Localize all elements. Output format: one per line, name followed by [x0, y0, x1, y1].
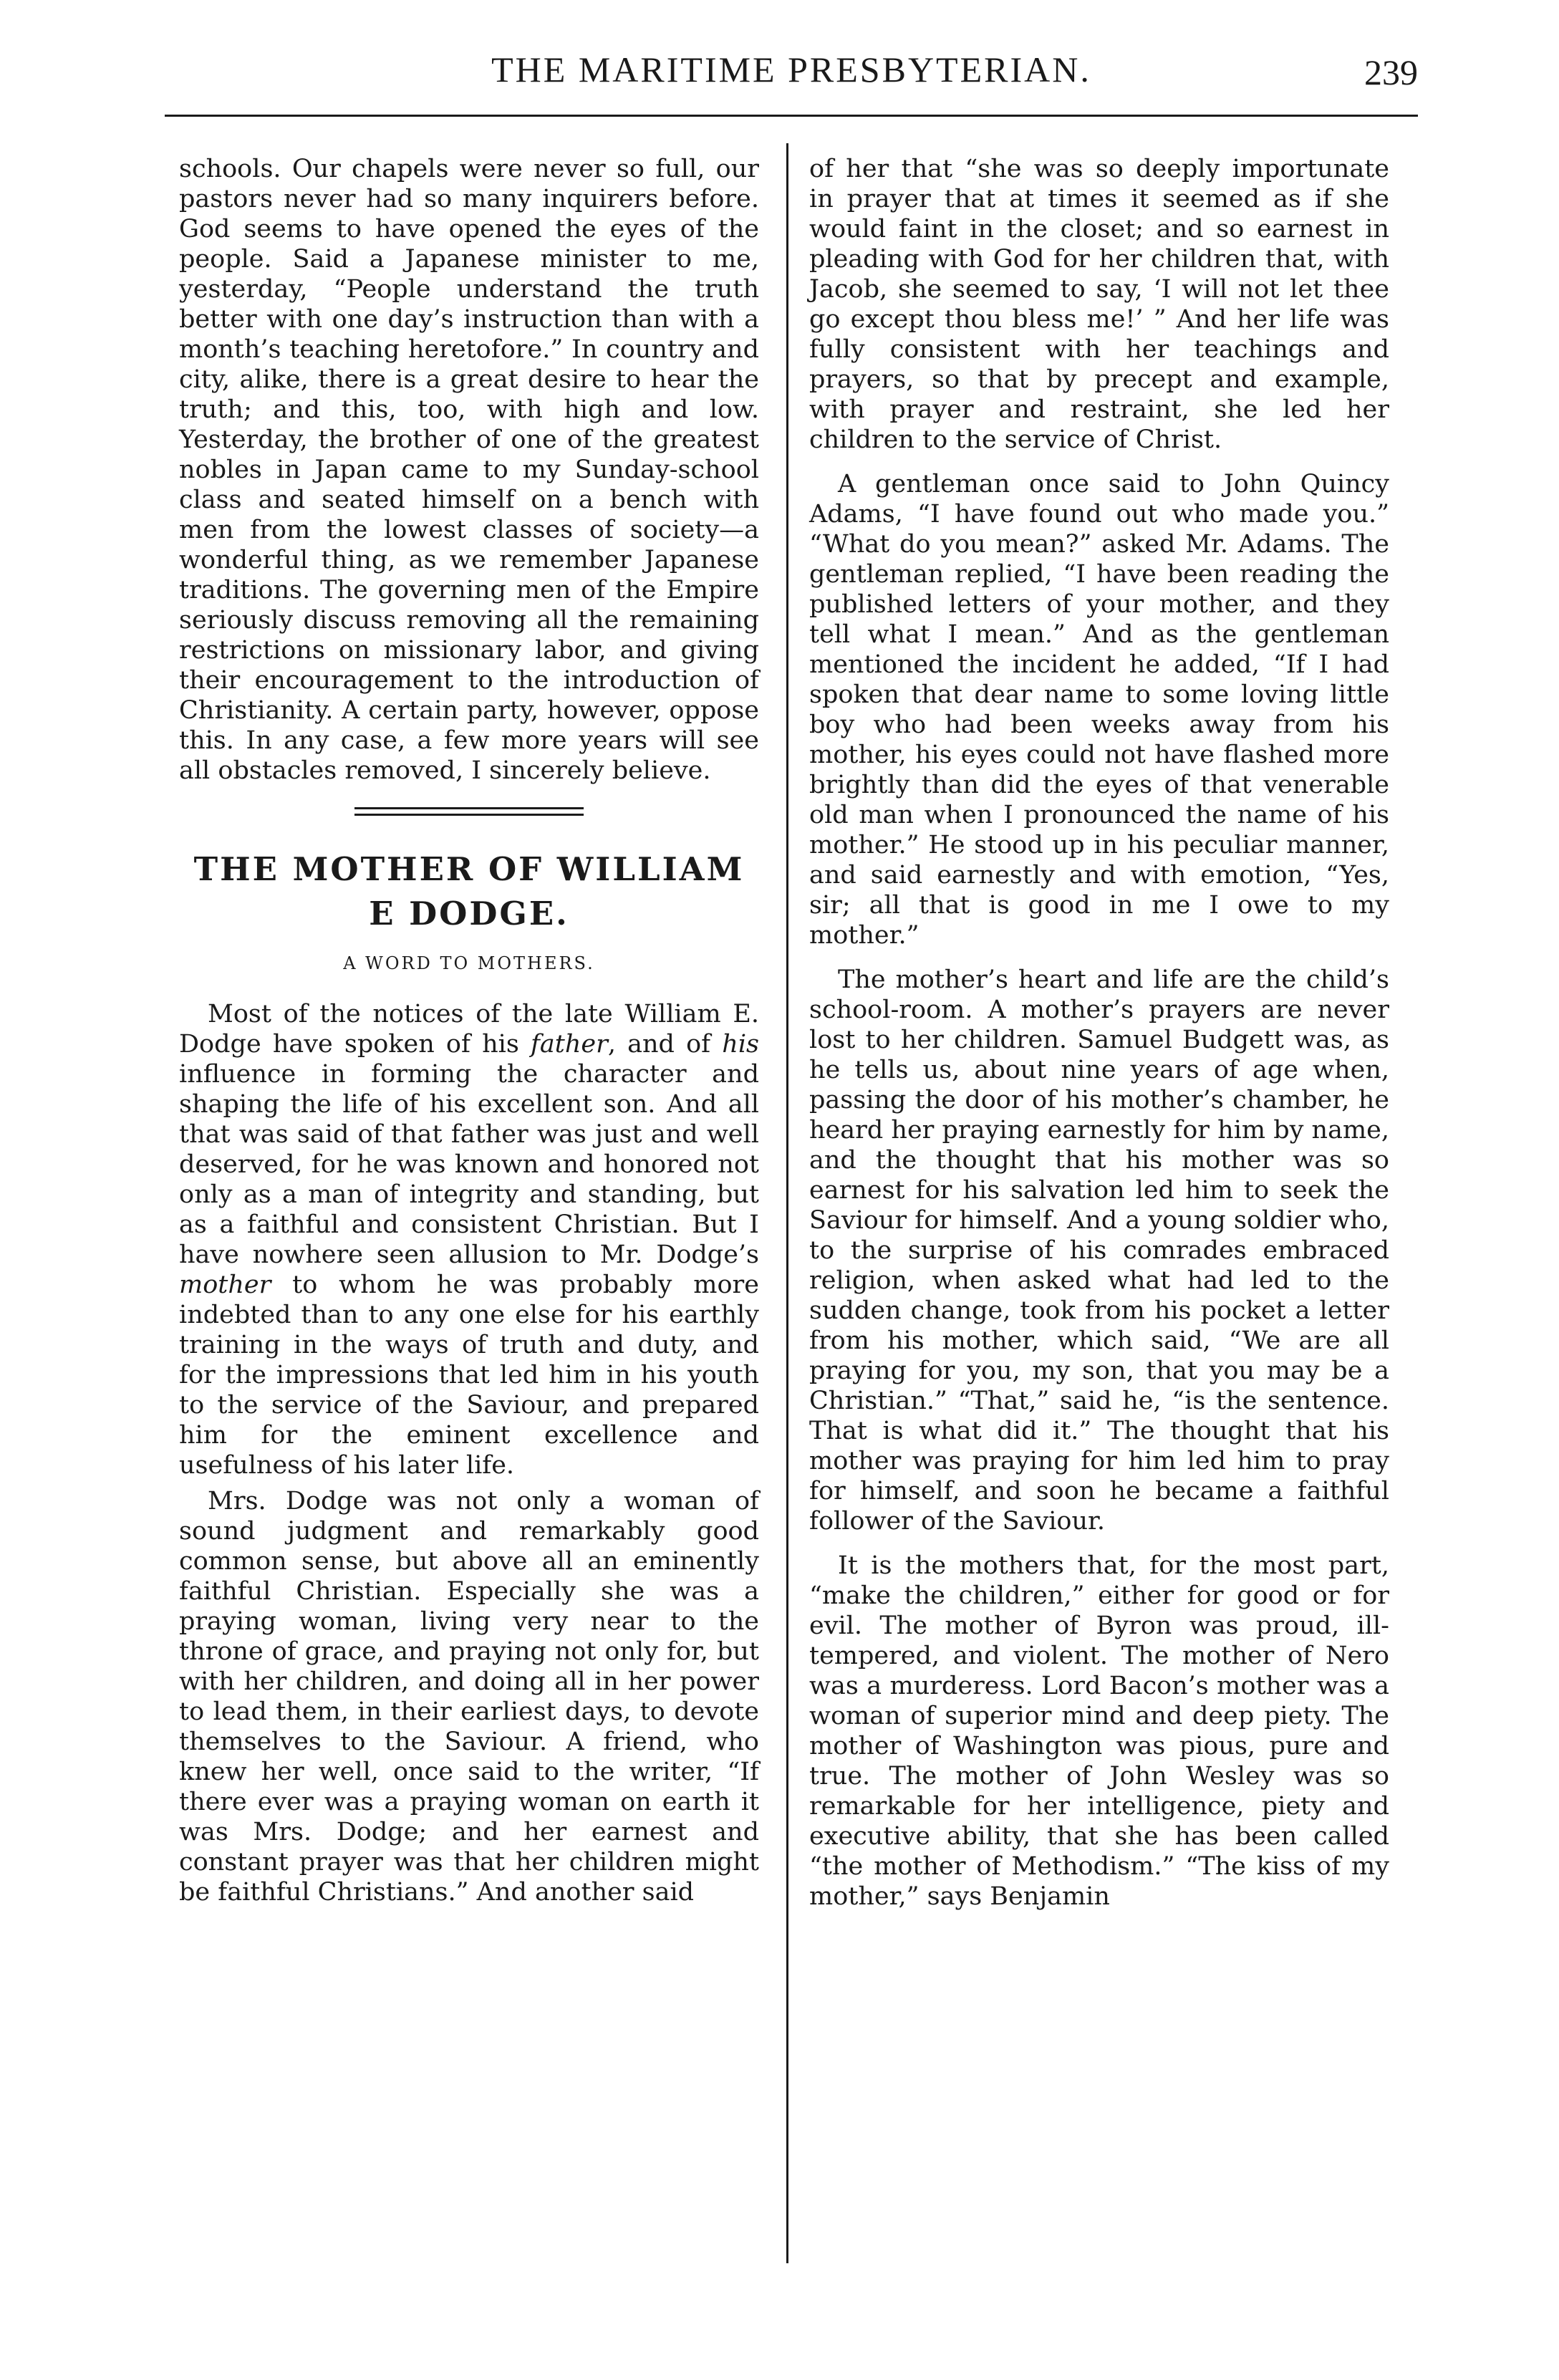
column-divider: [786, 143, 788, 2263]
right-column: [809, 154, 1389, 1912]
emphasis-mother: mother: [179, 1271, 271, 1299]
article-paragraph: A gentleman once said to John Quincy Adams, “I have found out who made you.” “What do you mean?” asked Mr. Adams. The gentleman replied, “I have been reading the published letters of your mother, and they tell what I mean.” And as the gentleman mentioned the incident he added, “If I had spoken that dear name to some loving little boy who had been weeks away from his mother, his eyes could not have flashed more brightly than did the eyes of that venerable old man when I pronounced the name of his mother.” He stood up in his peculiar manner, and said earnestly and with emotion, “Yes, sir; all that is good in me I owe to my mother.”: [809, 470, 1389, 950]
article-subtitle: A WORD TO MOTHERS.: [343, 953, 595, 973]
emphasis-father: father: [530, 1030, 608, 1059]
page-header: [165, 43, 1418, 122]
continued-paragraph: schools. Our chapels were never so full, our pastors never had so many inquirers before. God seems to have opened the eyes of the people. Said a Japanese minister to me, yesterday, “People understand the truth better with one day’s instruction than with a month’s teaching heretofore.” In country and city, alike, there is a great desire to hear the truth; and this, too, with high and low. Yesterday, the brother of one of the greatest nobles in Japan came to my Sunday-school class and seated himself on a bench with men from the lowest classes of society—a wonderful thing, as we remember Japanese traditions. The governing men of the Empire seriously discuss removing all the remaining restrictions on missionary labor, and giving their encouragement to the introduction of Christianity. A certain party, however, oppose this. In any case, a few more years will see all obstacles removed, I sincerely believe.: [179, 155, 759, 785]
emphasis-his: his: [722, 1030, 759, 1059]
header-rule: [165, 115, 1418, 117]
page-number: 239: [1364, 52, 1418, 92]
article-paragraph: It is the mothers that, for the most part, “make the children,” either for good or for evil. The mother of Byron was proud, ill-tempered, and violent. The mother of Nero was a murderess. Lord Bacon’s mother was a woman of superior mind and deep piety. The mother of Washington was pious, pure and true. The mother of John Wesley was so remarkable for her intelligence, piety and executive ability, that she has been called “the mother of Methodism.” “The kiss of my mother,” says Benjamin: [809, 1551, 1389, 1911]
article-paragraph: The mother’s heart and life are the child’s school-room. A mother’s prayers are never lost to her children. Samuel Budgett was, as he tells us, about nine years of age when, passing the door of his mother’s chamber, he heard her praying earnestly for him by name, and the thought that his mother was so earnest for his salvation led him to seek the Saviour for himself. And a young soldier who, to the surprise of his comrades embraced religion, when asked what had led to the sudden change, took from his pocket a letter from his mother, which said, “We are all praying for you, my son, that you may be a Christian.” “That,” said he, “is the sentence. That is what did it.” The thought that his mother was praying for him led him to pray for himself, and soon he became a faithful follower of the Saviour.: [809, 965, 1389, 1536]
running-title: THE MARITIME PRESBYTERIAN.: [491, 49, 1091, 90]
article-paragraph: of her that “she was so deeply importunate in prayer that at times it seemed as if she would faint in the closet; and so earnest in pleading with God for her children that, with Jacob, she seemed to say, ‘I will not let thee go except thou bless me!’ ” And her life was fully consistent with her teachings and prayers, so that by precept and example, with prayer and restraint, she led her children to the service of Christ.: [809, 155, 1389, 454]
article-paragraph: Most of the notices of the late William E. Dodge have spoken of his father, and of his influence in forming the character and shaping the life of his excellent son. And all that was said of that father was just and well deserved, for he was known and honored not only as a man of integrity and standing, but as a faithful and consistent Christian. But I have nowhere seen allusion to Mr. Dodge’s mother to whom he was probably more indebted than to any one else for his earthly training in the ways of truth and duty, and for the impressions that led him in his youth to the service of the Saviour, and prepared him for the eminent excellence and usefulness of his later life.: [179, 1000, 759, 1480]
left-column: [179, 154, 759, 1907]
article-separator: [354, 807, 584, 816]
article-title: THE MOTHER OF WILLIAM E DODGE.: [193, 850, 745, 933]
article-paragraph: Mrs. Dodge was not only a woman of sound judgment and remarkably good common sense, but above all an eminently faithful Christian. Especially she was a praying woman, living very near to the throne of grace, and praying not only for, but with her children, and doing all in her power to lead them, in their earliest days, to devote themselves to the Saviour. A friend, who knew her well, once said to the writer, “If there ever was a praying woman on earth it was Mrs. Dodge; and her earnest and constant prayer was that her children might be faithful Christians.” And another said: [179, 1487, 759, 1907]
